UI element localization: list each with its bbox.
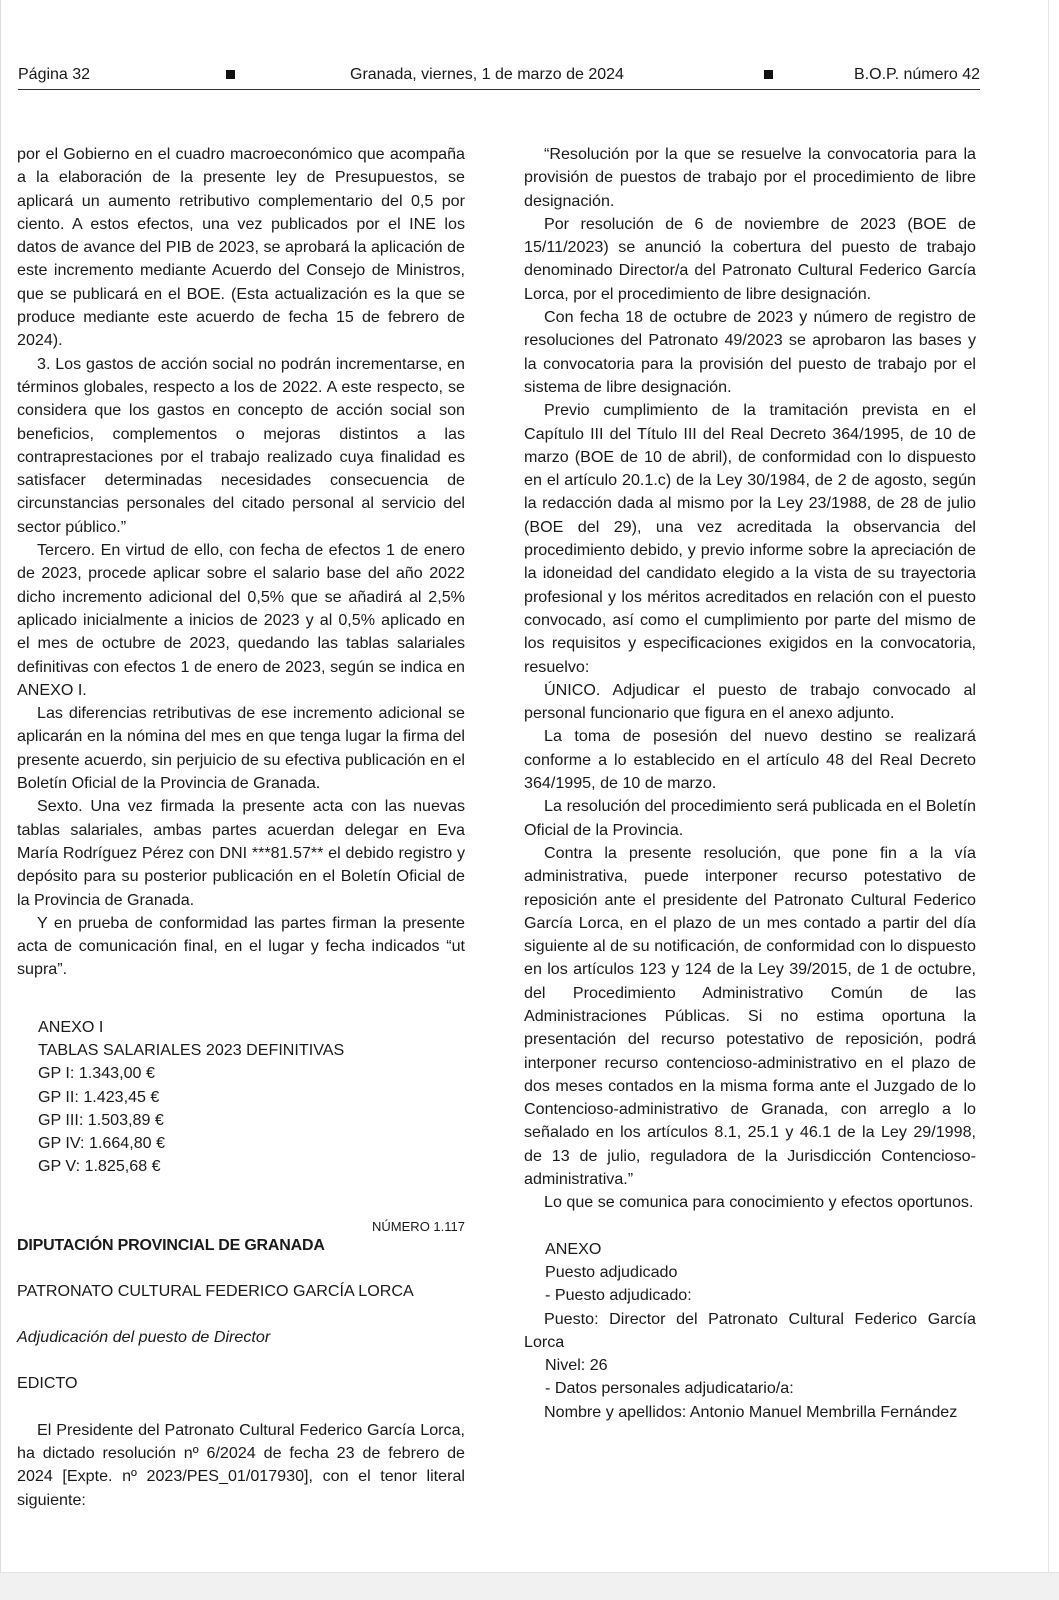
- salary-row: GP I: 1.343,00 €: [38, 1064, 155, 1083]
- annex-line: Nombre y apellidos: Antonio Manuel Membrilla Fernández: [544, 1402, 958, 1421]
- paragraph: Sexto. Una vez firmada la presente acta con las nuevas tablas salariales, ambas partes acuerdan delegar en Eva María Rodríguez Pérez con DNI ***81.57** el debido registro y depósito para su posterior publicación en el Boletín Oficial de la Provincia de Granada.: [17, 797, 465, 909]
- paragraph: ÚNICO. Adjudicar el puesto de trabajo convocado al personal funcionario que figura en el anexo adjunto.: [524, 680, 976, 723]
- spacer: [17, 1303, 465, 1326]
- annex-line: - Puesto adjudicado:: [545, 1286, 692, 1305]
- annex-line: Nivel: 26: [545, 1356, 608, 1375]
- annex-line: - Datos personales adjudicatario/a:: [545, 1379, 794, 1398]
- paragraph: La toma de posesión del nuevo destino se realizará conforme a lo establecido en el artículo 48 del Real Decreto 364/1995, de 10 de marzo.: [524, 727, 976, 793]
- square-bullet-icon: [764, 70, 773, 79]
- paragraph: Previo cumplimiento de la tramitación prevista en el Capítulo III del Título III del Real Decreto 364/1995, de 10 de marzo (BOE de 10 de abril), de conformidad con lo dispuesto en el artículo 20.1.c) de la Ley 30/1984, de 2 de agosto, según la redacción dada al mismo por la Ley 23/1988, de 28 de julio (BOE del 29), una vez acreditada la observancia del procedimiento debido, y previo informe sobre la apreciación de la idoneidad del candidato elegido a la vista de su trayectoria profesional y los méritos acreditados en relación con el puesto convocado, así como el cumplimiento por parte del mismo de los requisitos y especificaciones exigidos en la convocatoria, resuelvo:: [524, 401, 976, 676]
- paragraph: Por resolución de 6 de noviembre de 2023 (BOE de 15/11/2023) se anunció la cobertura del puesto de trabajo denominado Director/a del Patronato Cultural Federico García Lorca, por el procedimiento de libre designación.: [524, 214, 976, 303]
- salary-row: GP IV: 1.664,80 €: [38, 1134, 166, 1153]
- square-bullet-icon: [226, 70, 235, 79]
- page-header: [18, 66, 980, 90]
- page-edge-right: [1048, 0, 1049, 1600]
- paragraph: La resolución del procedimiento será publicada en el Boletín Oficial de la Provincia.: [524, 797, 976, 839]
- salary-row: GP II: 1.423,45 €: [38, 1087, 160, 1106]
- spacer: [17, 1396, 465, 1419]
- header-date: Granada, viernes, 1 de marzo de 2024: [350, 66, 624, 83]
- edict-label: EDICTO: [17, 1374, 78, 1393]
- annex-assignment: [524, 1238, 976, 1308]
- paragraph: El Presidente del Patronato Cultural Federico García Lorca, ha dictado resolución nº 6/2024 de fecha 23 de febrero de 2024 [Expte. nº 2023/PES_01/017930], con el tenor literal siguiente:: [17, 1420, 465, 1509]
- organization-name: PATRONATO CULTURAL FEDERICO GARCÍA LORCA: [17, 1281, 414, 1300]
- page-number: Página 32: [18, 66, 91, 83]
- salary-row: GP V: 1.825,68 €: [38, 1157, 161, 1176]
- left-column: [17, 143, 465, 1512]
- paragraph: Y en prueba de conformidad las partes firman la presente acta de comunicación final, en el lugar y fecha indicados “ut supra”.: [17, 913, 465, 979]
- paragraph: Contra la presente resolución, que pone fin a la vía administrativa, puede interponer recurso potestativo de reposición ante el presidente del Patronato Cultural Federico García Lorca, en el plazo de un mes contado a partir del día siguiente al de su notificación, de conformidad con lo dispuesto en los artículos 123 y 124 de la Ley 39/2015, de 1 de octubre, del Procedimiento Administrativo Común de las Administraciones Públicas. Si no estima oportuna la presentación del recurso potestativo de reposición, podrá interponer recurso contencioso-administrativo en el plazo de dos meses contados en la misma forma ante el Juzgado de lo Contencioso-administrativo de Granada, con arreglo a lo señalado en los artículos 8.1, 25.1 y 46.1 de la Ley 29/1998, de 13 de julio, reguladora de la Jurisdicción Contencioso-administrativa.”: [524, 843, 976, 1189]
- paragraph: Lo que se comunica para conocimiento y efectos oportunos.: [544, 1193, 974, 1212]
- spacer: [17, 982, 465, 1005]
- paragraph: 3. Los gastos de acción social no podrán incrementarse, en términos globales, respecto a los de 2022. A este respecto, se considera que los gastos en concepto de acción social son beneficios, complementos o mejoras distintos a las contraprestaciones por el trabajo realizado cuya finalidad es satisfacer determinadas necesidades consecuencia de circunstancias personales del citado personal al servicio del sector público.”: [17, 354, 465, 536]
- spacer: [524, 1215, 976, 1238]
- page-edge-left: [0, 0, 1, 1600]
- spacer: [17, 1257, 465, 1280]
- paragraph: “Resolución por la que se resuelve la convocatoria para la provisión de puestos de trabajo por el procedimiento de libre designación.: [524, 145, 976, 210]
- paragraph: por el Gobierno en el cuadro macroeconómico que acompaña a la elaboración de la presente ley de Presupuestos, se aplicará un aumento retributivo complementario del 0,5 por ciento. A estos efectos, una vez publicados por el INE los datos de avance del PIB de 2023, se aprobará la aplicación de este incremento mediante Acuerdo del Consejo de Ministros, que se publicará en el BOE. (Esta actualización es la que se produce mediante este acuerdo de fecha 15 de febrero de 2024).: [17, 145, 465, 350]
- paragraph: Con fecha 18 de octubre de 2023 y número de registro de resoluciones del Patronato 49/2023 se aprobaron las bases y la convocatoria para la provisión del puesto de trabajo por el sistema de libre designación.: [524, 308, 976, 396]
- screenshot-bottom-bar: [0, 1572, 1059, 1600]
- annex-title: ANEXO: [545, 1239, 602, 1258]
- institution-heading: DIPUTACIÓN PROVINCIAL DE GRANADA: [17, 1236, 325, 1254]
- annex-line: Puesto: Director del Patronato Cultural Federico García Lorca: [524, 1309, 976, 1351]
- annex-subtitle: TABLAS SALARIALES 2023 DEFINITIVAS: [38, 1040, 345, 1059]
- bulletin-number: B.O.P. número 42: [854, 66, 980, 83]
- paragraph: Las diferencias retributivas de ese incremento adicional se aplicarán en la nómina del mes en que tenga lugar la firma del presente acuerdo, sin perjuicio de su efectiva publicación en el Boletín Oficial de la Provincia de Granada.: [17, 704, 465, 793]
- annex-assignment-cont: [524, 1354, 976, 1401]
- announcement-subject: Adjudicación del puesto de Director: [17, 1328, 271, 1347]
- spacer: [17, 1349, 465, 1372]
- annex-salary-table: [17, 1016, 465, 1179]
- announcement-number: NÚMERO 1.117: [372, 1218, 465, 1234]
- paragraph: Tercero. En virtud de ello, con fecha de efectos 1 de enero de 2023, procede aplicar sobre el salario base del año 2022 dicho incremento adicional del 0,5% que se añadirá al 2,5% aplicado inicialmente a inicios de 2023 y al 0,5% aplicado en el mes de octubre de 2023, quedando las tablas salariales definitivas con efectos 1 de enero de 2023, según se indica en ANEXO I.: [17, 541, 465, 699]
- right-column: [524, 143, 976, 1424]
- annex-title: ANEXO I: [38, 1017, 104, 1036]
- annex-line: Puesto adjudicado: [545, 1262, 678, 1281]
- salary-row: GP III: 1.503,89 €: [38, 1110, 164, 1129]
- spacer: [17, 1005, 465, 1016]
